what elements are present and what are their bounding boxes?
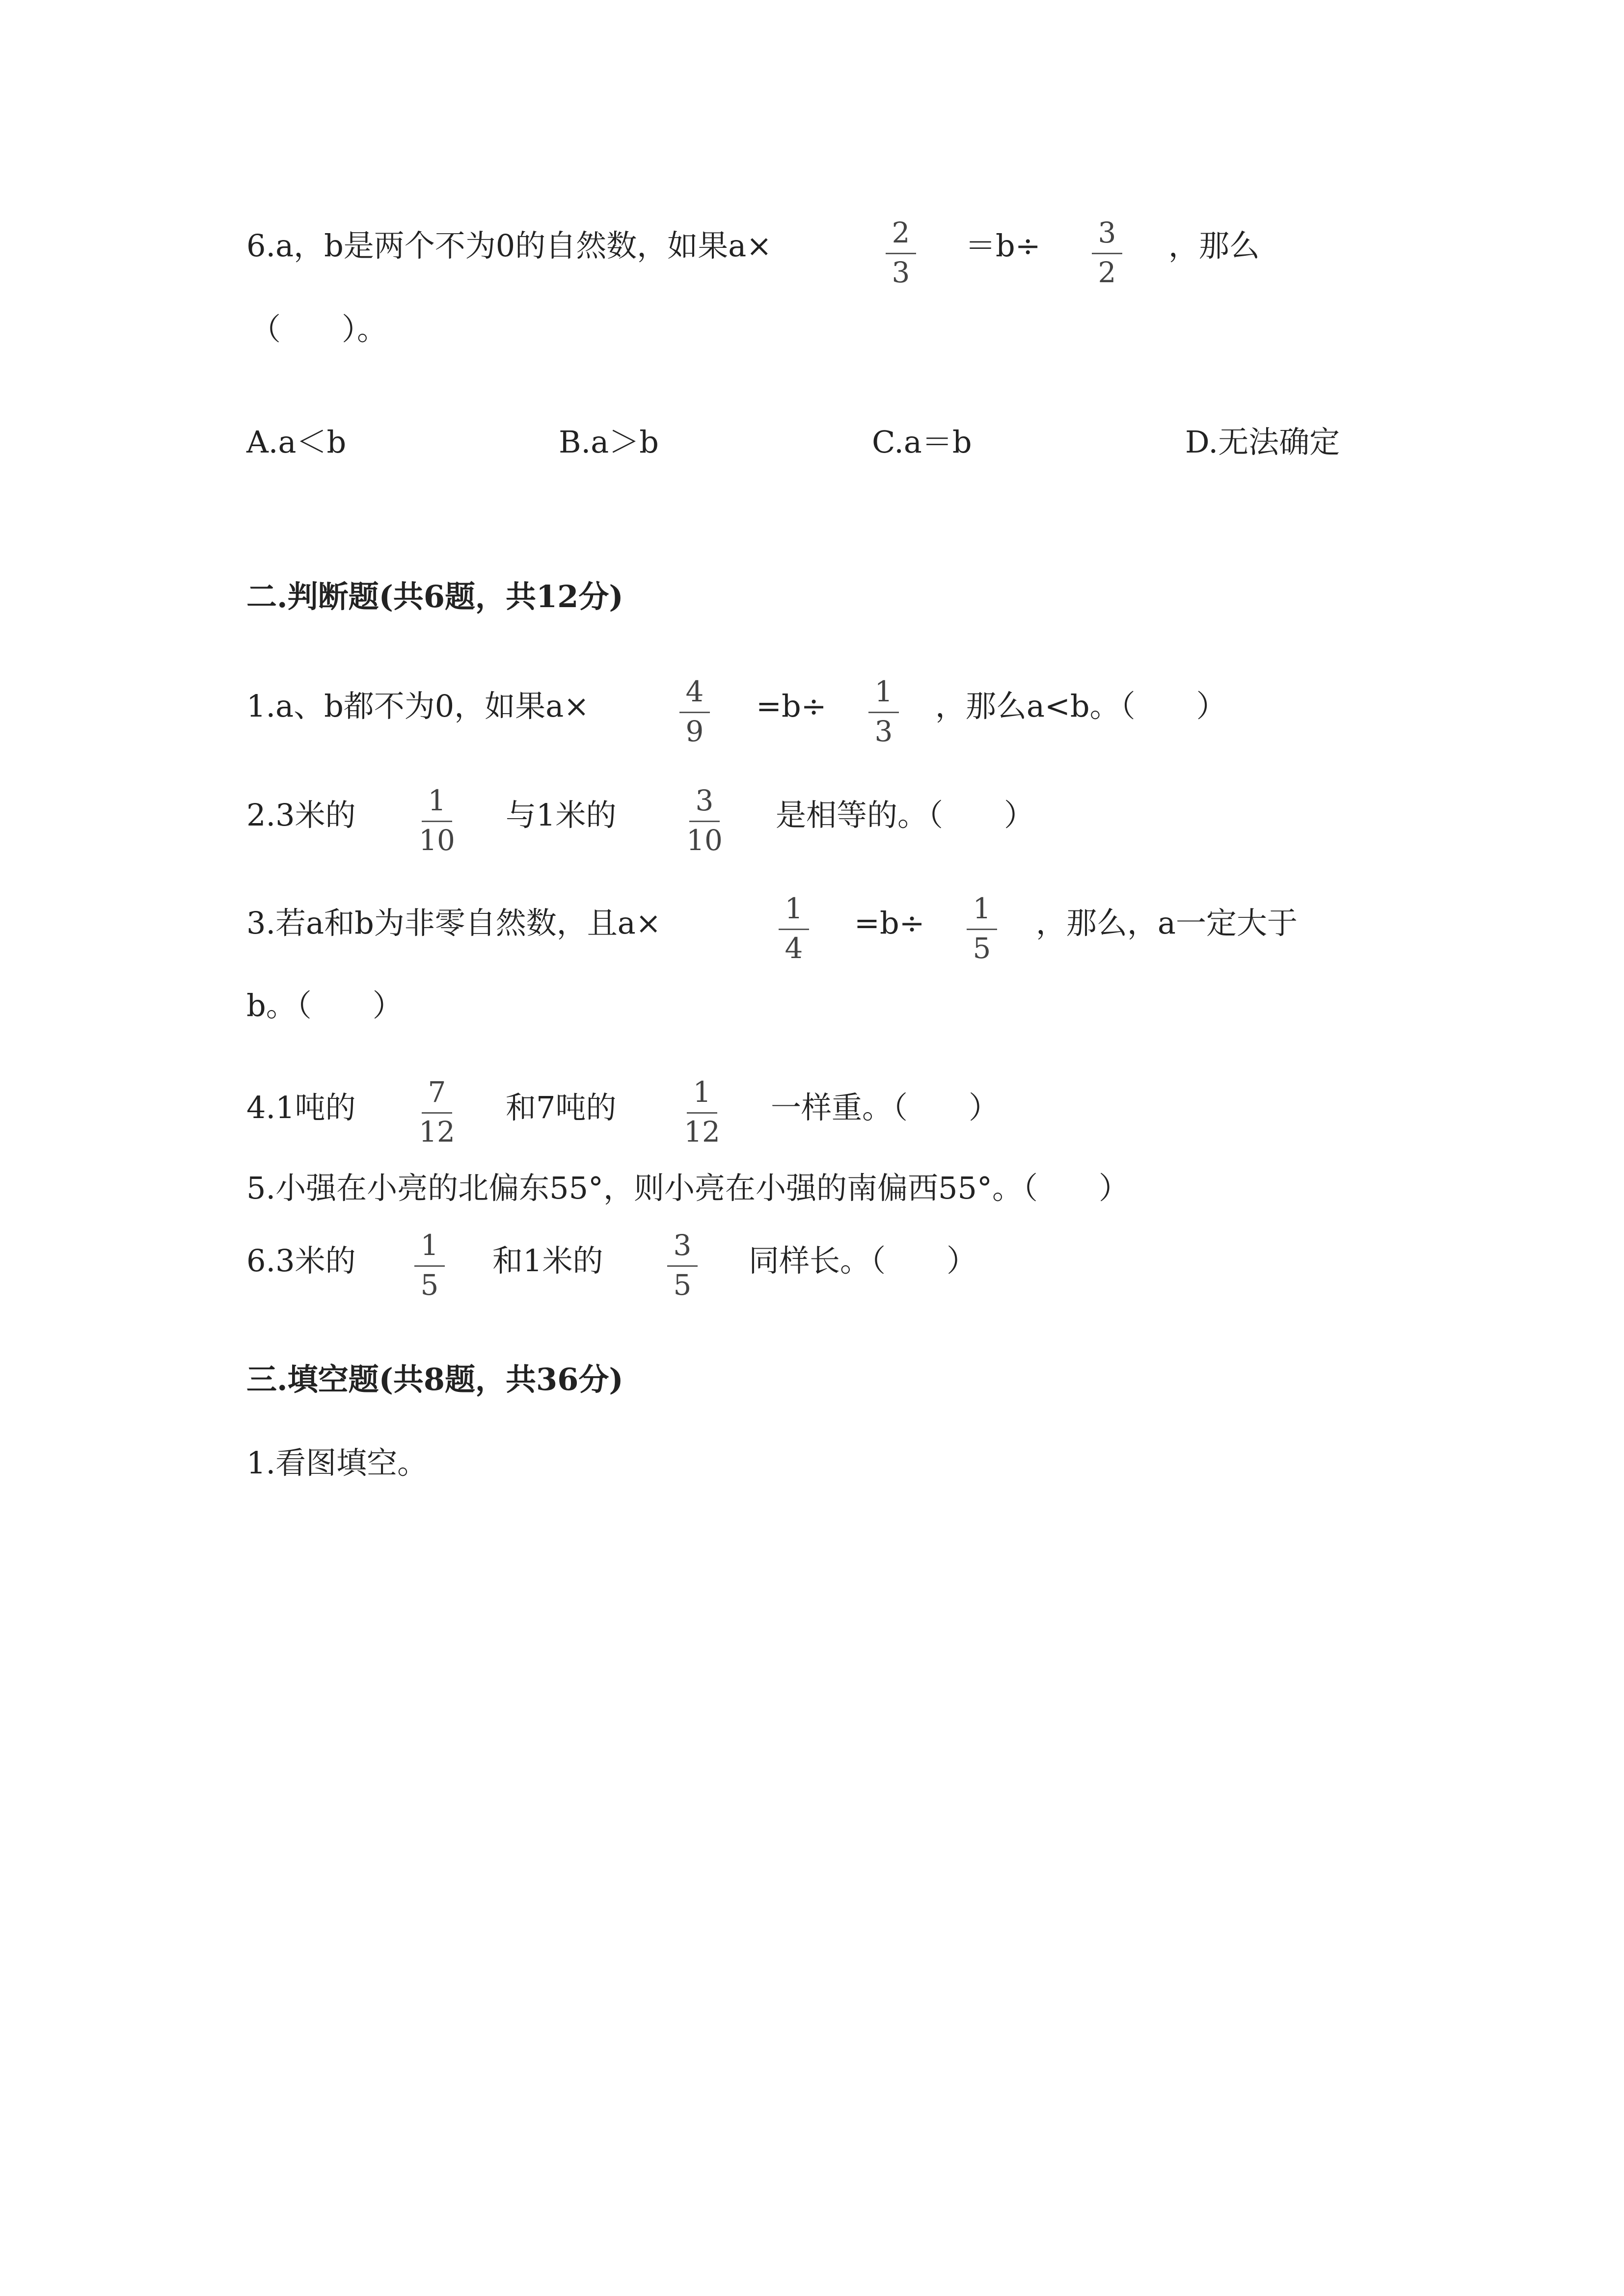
fraction-bar xyxy=(967,929,997,930)
question-text: ＝b÷ xyxy=(965,228,1041,264)
denominator: 5 xyxy=(973,932,991,965)
question-text: 与1米的 xyxy=(506,797,617,833)
fraction-bar xyxy=(779,929,809,930)
fraction-bar xyxy=(687,1112,717,1114)
fraction-bar xyxy=(886,253,916,254)
fraction-bar xyxy=(868,712,899,713)
fraction xyxy=(772,894,816,965)
fraction xyxy=(682,786,727,857)
answer-blank: （ ）。 xyxy=(250,311,388,347)
question-text: ，那么，a一定大于 xyxy=(1036,905,1298,941)
denominator: 9 xyxy=(685,715,704,748)
fraction-bar xyxy=(689,821,720,822)
fraction xyxy=(415,786,459,857)
option-d[interactable]: D.无法确定 xyxy=(1185,424,1340,460)
fraction-bar xyxy=(414,1265,445,1267)
fraction xyxy=(407,1228,452,1302)
question-text: 是相等的。（ ） xyxy=(776,797,1035,833)
question-text: 5.小强在小亮的北偏东55°，则小亮在小强的南偏西55°。（ ） xyxy=(246,1170,1129,1206)
option-c[interactable]: C.a＝b xyxy=(872,424,972,460)
fraction-bar xyxy=(422,1112,452,1114)
numerator: 2 xyxy=(892,216,910,249)
question-text: 同样长。（ ） xyxy=(749,1243,977,1279)
question-text: ，那么a<b。（ ） xyxy=(935,688,1227,724)
denominator: 2 xyxy=(1098,256,1116,289)
fraction xyxy=(1085,218,1129,290)
numerator: 3 xyxy=(1098,216,1116,249)
denominator: 5 xyxy=(420,1268,439,1302)
fraction xyxy=(660,1228,704,1302)
numerator: 1 xyxy=(693,1075,711,1109)
question-text: 1.看图填空。 xyxy=(246,1445,428,1481)
fraction xyxy=(680,1075,724,1149)
numerator: 4 xyxy=(685,675,704,708)
question-text: 6.3米的 xyxy=(246,1243,356,1279)
question-text: 2.3米的 xyxy=(246,797,356,833)
denominator: 3 xyxy=(892,256,910,289)
question-text: 和7吨的 xyxy=(506,1090,617,1125)
denominator: 12 xyxy=(419,1115,455,1148)
question-text: =b÷ xyxy=(756,688,827,724)
numerator: 1 xyxy=(874,675,893,708)
option-a[interactable]: A.a＜b xyxy=(246,424,347,460)
denominator: 10 xyxy=(419,824,455,857)
denominator: 4 xyxy=(785,932,803,965)
denominator: 10 xyxy=(686,824,723,857)
denominator: 3 xyxy=(874,715,893,748)
numerator: 1 xyxy=(785,892,803,925)
section-heading: 二.判断题(共6题，共12分) xyxy=(246,579,623,614)
question-text: b。（ ） xyxy=(246,988,403,1023)
fraction xyxy=(862,677,906,748)
option-b[interactable]: B.a＞b xyxy=(559,424,659,460)
question-text: 3.若a和b为非零自然数，且a× xyxy=(246,905,661,941)
question-text: =b÷ xyxy=(854,905,925,941)
question-text: 1.a、b都不为0，如果a× xyxy=(246,688,590,724)
fraction xyxy=(879,218,923,290)
denominator: 12 xyxy=(684,1115,720,1148)
numerator: 1 xyxy=(428,784,446,817)
question-text: ，那么 xyxy=(1168,228,1260,264)
fraction-bar xyxy=(667,1265,698,1267)
fraction xyxy=(415,1075,459,1149)
fraction xyxy=(960,894,1004,965)
numerator: 3 xyxy=(673,1228,692,1262)
question-text: 4.1吨的 xyxy=(246,1090,356,1125)
fraction-bar xyxy=(679,712,710,713)
fraction-bar xyxy=(422,821,452,822)
fraction-bar xyxy=(1092,253,1122,254)
question-text: 和1米的 xyxy=(492,1243,603,1279)
question-text: 一样重。（ ） xyxy=(771,1090,1000,1125)
fraction xyxy=(673,677,717,748)
numerator: 7 xyxy=(428,1075,446,1109)
question-text: 6.a，b是两个不为0的自然数，如果a× xyxy=(246,228,772,264)
denominator: 5 xyxy=(673,1268,692,1302)
numerator: 3 xyxy=(695,784,714,817)
numerator: 1 xyxy=(420,1228,439,1262)
section-heading: 三.填空题(共8题，共36分) xyxy=(246,1362,623,1397)
numerator: 1 xyxy=(973,892,991,925)
